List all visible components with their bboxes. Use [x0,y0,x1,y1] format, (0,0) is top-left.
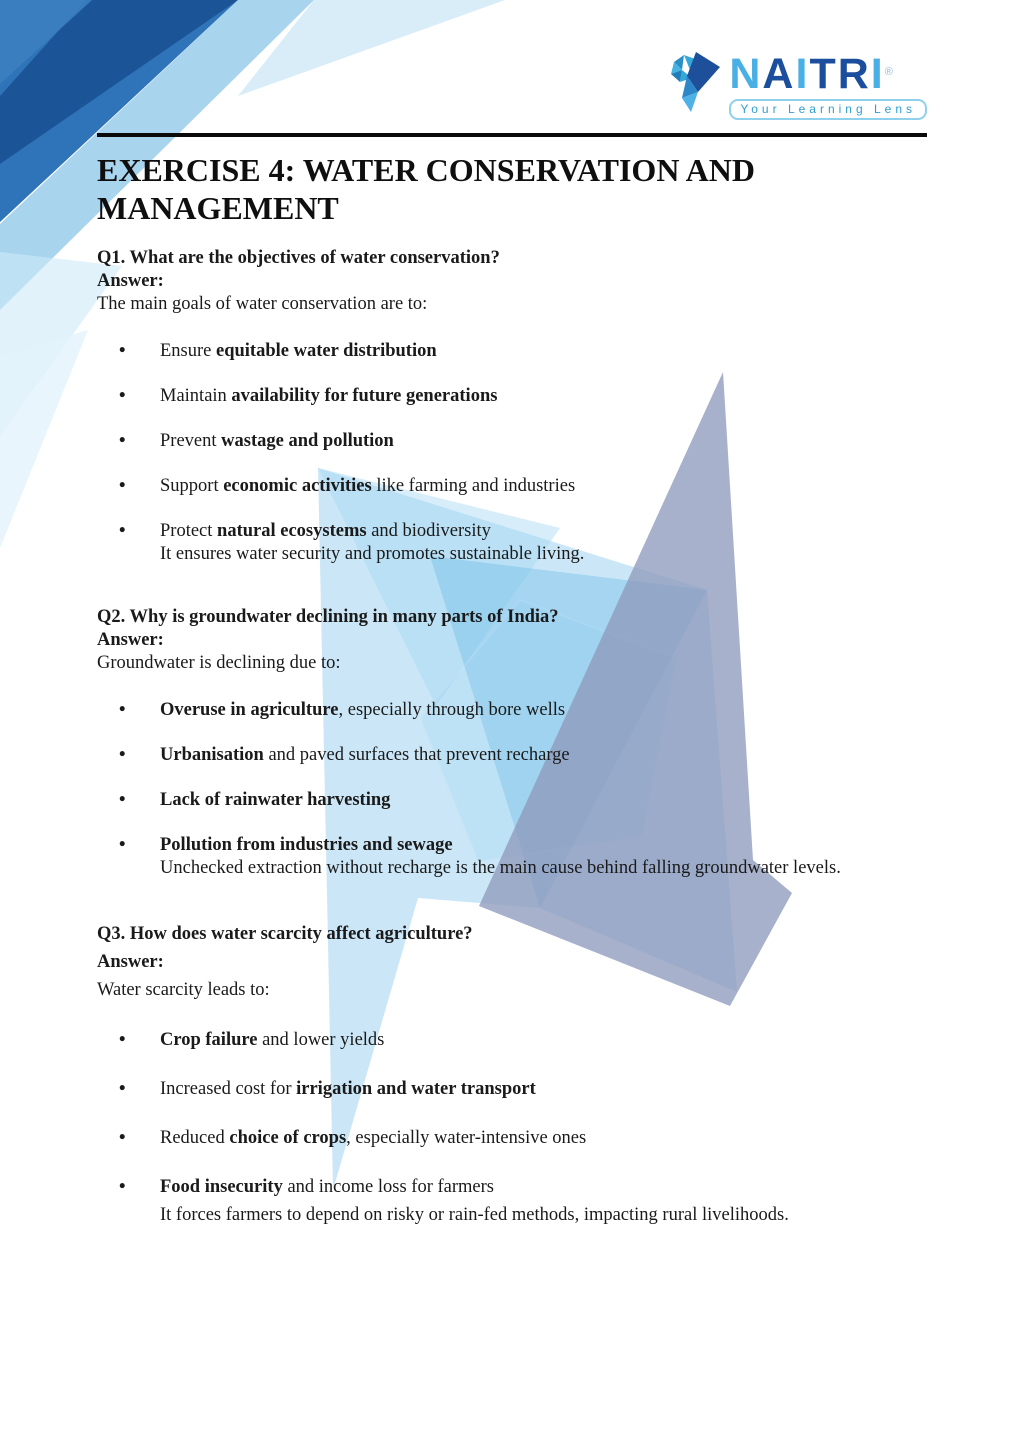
bullet-item [97,385,927,408]
page-title-line2: MANAGEMENT [97,190,339,226]
bullet-item [97,789,927,812]
bullet-line [160,834,927,857]
answer-intro: The main goals of water conservation are to: [97,294,428,314]
answer-intro: Water scarcity leads to: [97,980,270,1000]
bullet-icon: • [119,700,126,720]
bullet-text-plain: , especially through bore wells [338,700,566,720]
brand-tagline: Your Learning Lens [729,99,927,120]
bullet-text [160,385,927,408]
bullet-line [160,699,927,722]
bullet-text-bold: Lack of rainwater harvesting [160,790,391,810]
document-body [0,151,1024,1229]
page-header [0,0,1024,133]
origami-bird-icon [668,52,722,116]
bullet-text-plain: , especially water-intensive ones [346,1128,587,1148]
bullet-text [160,1075,927,1103]
bullet-list [97,699,927,880]
brand-logo [668,52,927,120]
bullet-text-plain: and income loss for farmers [282,1177,494,1197]
question-heading: Q3. How does water scarcity affect agriculture? [97,924,473,944]
bullet-line [160,1173,927,1201]
bullet-text-bold: economic activities [223,476,372,496]
bullet-item [97,1075,927,1103]
brand-text [729,52,892,96]
bullet-line [160,789,927,812]
bullet-text-bold: wastage and pollution [221,431,394,451]
bullet-icon: • [119,1177,126,1197]
question-heading: Q1. What are the objectives of water conservation? [97,248,500,268]
bullet-text-plain: and paved surfaces that prevent recharge [263,745,570,765]
bullet-text [160,340,927,363]
bullet-icon: • [119,835,126,855]
bullet-note: It ensures water security and promotes sustainable living. [160,544,585,564]
header-divider [97,133,927,137]
bullet-line [160,430,927,453]
bullet-icon: • [119,745,126,765]
bullet-text-plain: Prevent [160,431,222,451]
bullet-note: Unchecked extraction without recharge is the main cause behind falling groundwater levels. [160,858,841,878]
brand-letter: A [762,50,796,98]
bullet-text-bold: Overuse in agriculture [160,700,339,720]
answer-label: Answer: [97,271,164,291]
bullet-text [160,1173,927,1229]
questions-area [97,247,927,1229]
bullet-text-bold: availability for future generations [231,386,498,406]
bullet-line [160,1075,927,1103]
bullet-text [160,789,927,812]
bullet-item [97,1124,927,1152]
bullet-item [97,834,927,880]
bullet-text-bold: choice of crops [229,1128,347,1148]
bullet-line [160,520,927,543]
bullet-icon: • [119,790,126,810]
bullet-icon: • [119,386,126,406]
bullet-text [160,699,927,722]
bullet-icon: • [119,1030,126,1050]
bullet-icon: • [119,521,126,541]
answer-label: Answer: [97,952,164,972]
bullet-line [160,1124,927,1152]
bullet-line [160,475,927,498]
brand-letter: I [870,50,885,98]
question-block [97,247,927,566]
brand-letter: I [795,50,810,98]
bullet-text [160,430,927,453]
bullet-text-plain: and lower yields [257,1030,385,1050]
question-block [97,606,927,880]
bullet-icon: • [119,476,126,496]
bullet-item [97,520,927,566]
brand-letter: N [729,50,763,98]
bullet-text-plain: Protect [160,521,218,541]
bullet-line [160,744,927,767]
bullet-item [97,430,927,453]
bullet-text-bold: natural ecosystems [217,521,367,541]
question-heading: Q2. Why is groundwater declining in many parts of India? [97,607,559,627]
bullet-text-plain: Increased cost for [160,1079,297,1099]
bullet-list [97,1026,927,1229]
bullet-text-plain: like farming and industries [371,476,576,496]
bullet-item [97,1173,927,1229]
bullet-text-bold: Pollution from industries and sewage [160,835,453,855]
bullet-text-plain: Ensure [160,341,216,361]
bullet-line [160,385,927,408]
bullet-text-bold: irrigation and water transport [296,1079,536,1099]
bullet-icon: • [119,341,126,361]
bullet-text-bold: Urbanisation [160,745,264,765]
bullet-icon: • [119,1079,126,1099]
bullet-text-plain: Reduced [160,1128,230,1148]
answer-intro: Groundwater is declining due to: [97,653,341,673]
bullet-item [97,1026,927,1054]
bullet-item [97,744,927,767]
bullet-text [160,520,927,566]
bullet-text [160,744,927,767]
page-title [97,151,927,227]
question-block [97,920,927,1229]
answer-label: Answer: [97,630,164,650]
bullet-text-plain: Maintain [160,386,232,406]
bullet-text [160,1124,927,1152]
bullet-text-bold: equitable water distribution [216,341,437,361]
bullet-text [160,1026,927,1054]
bullet-text-plain: Support [160,476,224,496]
bullet-item [97,699,927,722]
bullet-line [160,340,927,363]
bullet-icon: • [119,431,126,451]
bullet-text-plain: and biodiversity [366,521,491,541]
bullet-text-bold: Crop failure [160,1030,258,1050]
registered-trademark: ® [884,66,893,78]
bullet-text-bold: Food insecurity [160,1177,283,1197]
bullet-line [160,1026,927,1054]
bullet-list [97,340,927,566]
bullet-item [97,340,927,363]
bullet-item [97,475,927,498]
bullet-icon: • [119,1128,126,1148]
bullet-note: It forces farmers to depend on risky or rain-fed methods, impacting rural livelihoods. [160,1205,789,1225]
brand-letter: R [837,50,871,98]
bullet-text [160,834,927,880]
brand-letter: T [809,50,838,98]
bullet-text [160,475,927,498]
page-title-line1: EXERCISE 4: WATER CONSERVATION AND [97,152,755,188]
